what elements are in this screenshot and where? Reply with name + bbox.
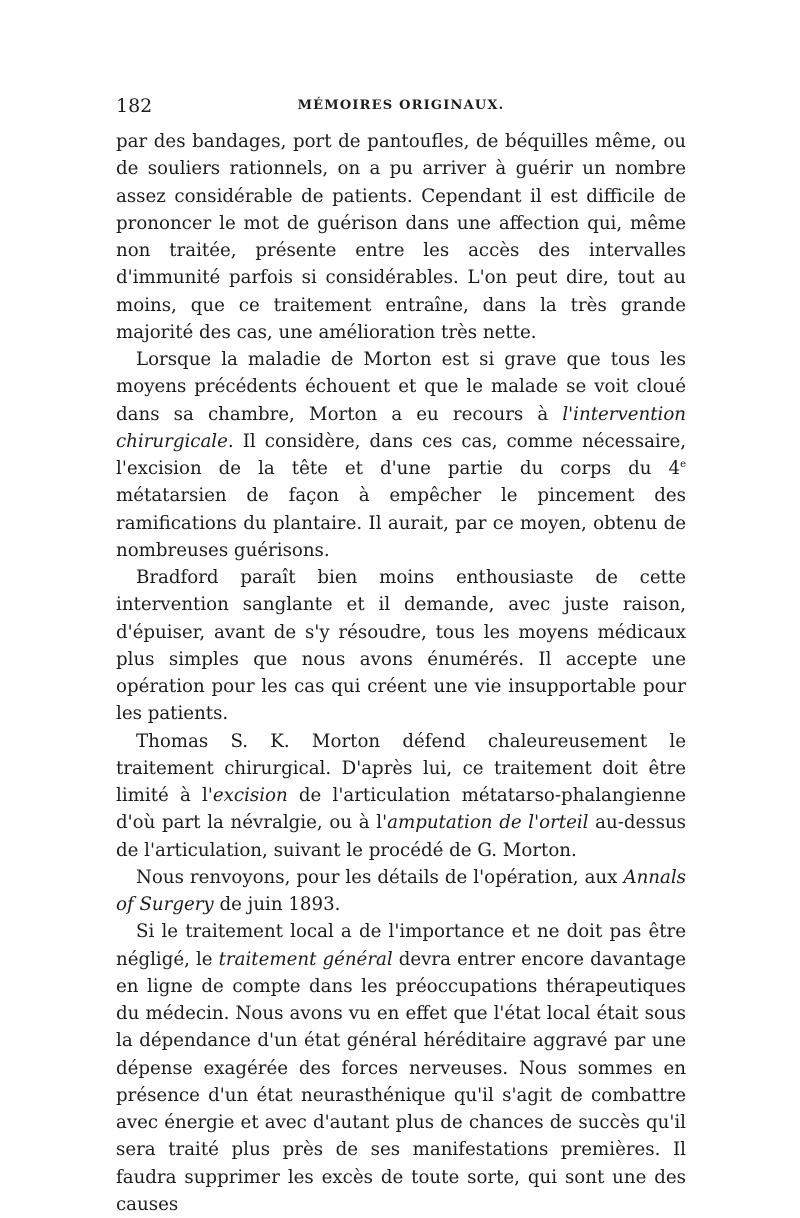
body-text: [116, 128, 686, 1218]
paragraph: [116, 564, 686, 728]
paragraph: [116, 128, 686, 346]
text-segment: de l'articulation métatarso-phalangienne d'où part la névralgie, ou à l': [116, 785, 686, 834]
text-segment: par des bandages, port de pantoufles, de béquilles même, ou de souliers rationnels, on a pu arriver à guérir un nombre assez considérable de patients. Cependant il est difficile de prononcer le mot de guérison dans une affection qui, même non traitée, présente entre les accès des intervalles d'immunité parfois si considérables. L'on peut dire, tout au moins, que ce traitement entraîne, dans la très grande majorité des cas, une amélioration très nette.: [116, 131, 686, 343]
italic-phrase: amputation de l'orteil: [387, 812, 589, 834]
page-number: 182: [116, 95, 153, 117]
text-segment: au-dessus de l'articulation, suivant le procédé de G. Morton.: [116, 812, 687, 861]
page-header: [116, 92, 686, 120]
paragraph: [116, 346, 686, 564]
text-segment: Bradford paraît bien moins enthousiaste de cette intervention sanglante et il demande, avec juste raison, d'épuiser, avant de s'y résoudre, tous les moyens médicaux plus simples que nous avons énumérés. Il accepte une opération pour les cas qui créent une vie insupportable pour les patients.: [116, 567, 686, 725]
text-segment: Nous renvoyons, pour les détails de l'opération, aux: [136, 866, 624, 888]
text-segment: métatarsien de façon à empêcher le pincement des ramifications du plantaire. Il aurait, par ce moyen, obtenu de nombreuses guérisons.: [116, 485, 686, 561]
text-segment: . Il considère, dans ces cas, comme nécessaire, l'excision de la tête et d'une partie du corps du 4: [116, 430, 686, 479]
paragraph: [116, 864, 686, 919]
italic-phrase: l'intervention chirurgicale: [116, 403, 686, 452]
text-segment: de juin 1893.: [213, 894, 341, 915]
italic-phrase: Annals of Surgery: [116, 866, 686, 915]
text-segment: Lorsque la maladie de Morton est si grave que tous les moyens précédents échouent et que le malade se voit cloué dans sa chambre, Morton a eu recours à: [116, 349, 686, 425]
text-segment: Thomas S. K. Morton défend chaleureusement le traitement chirurgical. D'après lui, ce traitement doit être limité à l': [116, 730, 686, 806]
paragraph: [116, 728, 686, 864]
text-segment: Si le traitement local a de l'importance et ne doit pas être négligé, le: [116, 921, 686, 970]
italic-phrase: excision: [212, 785, 288, 806]
text-segment: devra entrer encore davantage en ligne de compte dans les préoccupations thérapeutiques du médecin. Nous avons vu en effet que l'état local était sous la dépendance d'un état général héréditaire aggravé par une dépense exagérée des forces nerveuses. Nous sommes en présence d'un état neurasthénique qu'il s'agit de combattre avec énergie et avec d'autant plus de chances de succès qu'il sera traité plus près de ses manifestations premières. Il faudra supprimer les excès de toute sorte, qui sont une des causes: [116, 948, 686, 1215]
running-title: MÉMOIRES ORIGINAUX.: [297, 98, 505, 113]
superscript: e: [680, 458, 686, 470]
italic-phrase: traitement général: [218, 948, 393, 970]
paragraph: [116, 918, 686, 1218]
